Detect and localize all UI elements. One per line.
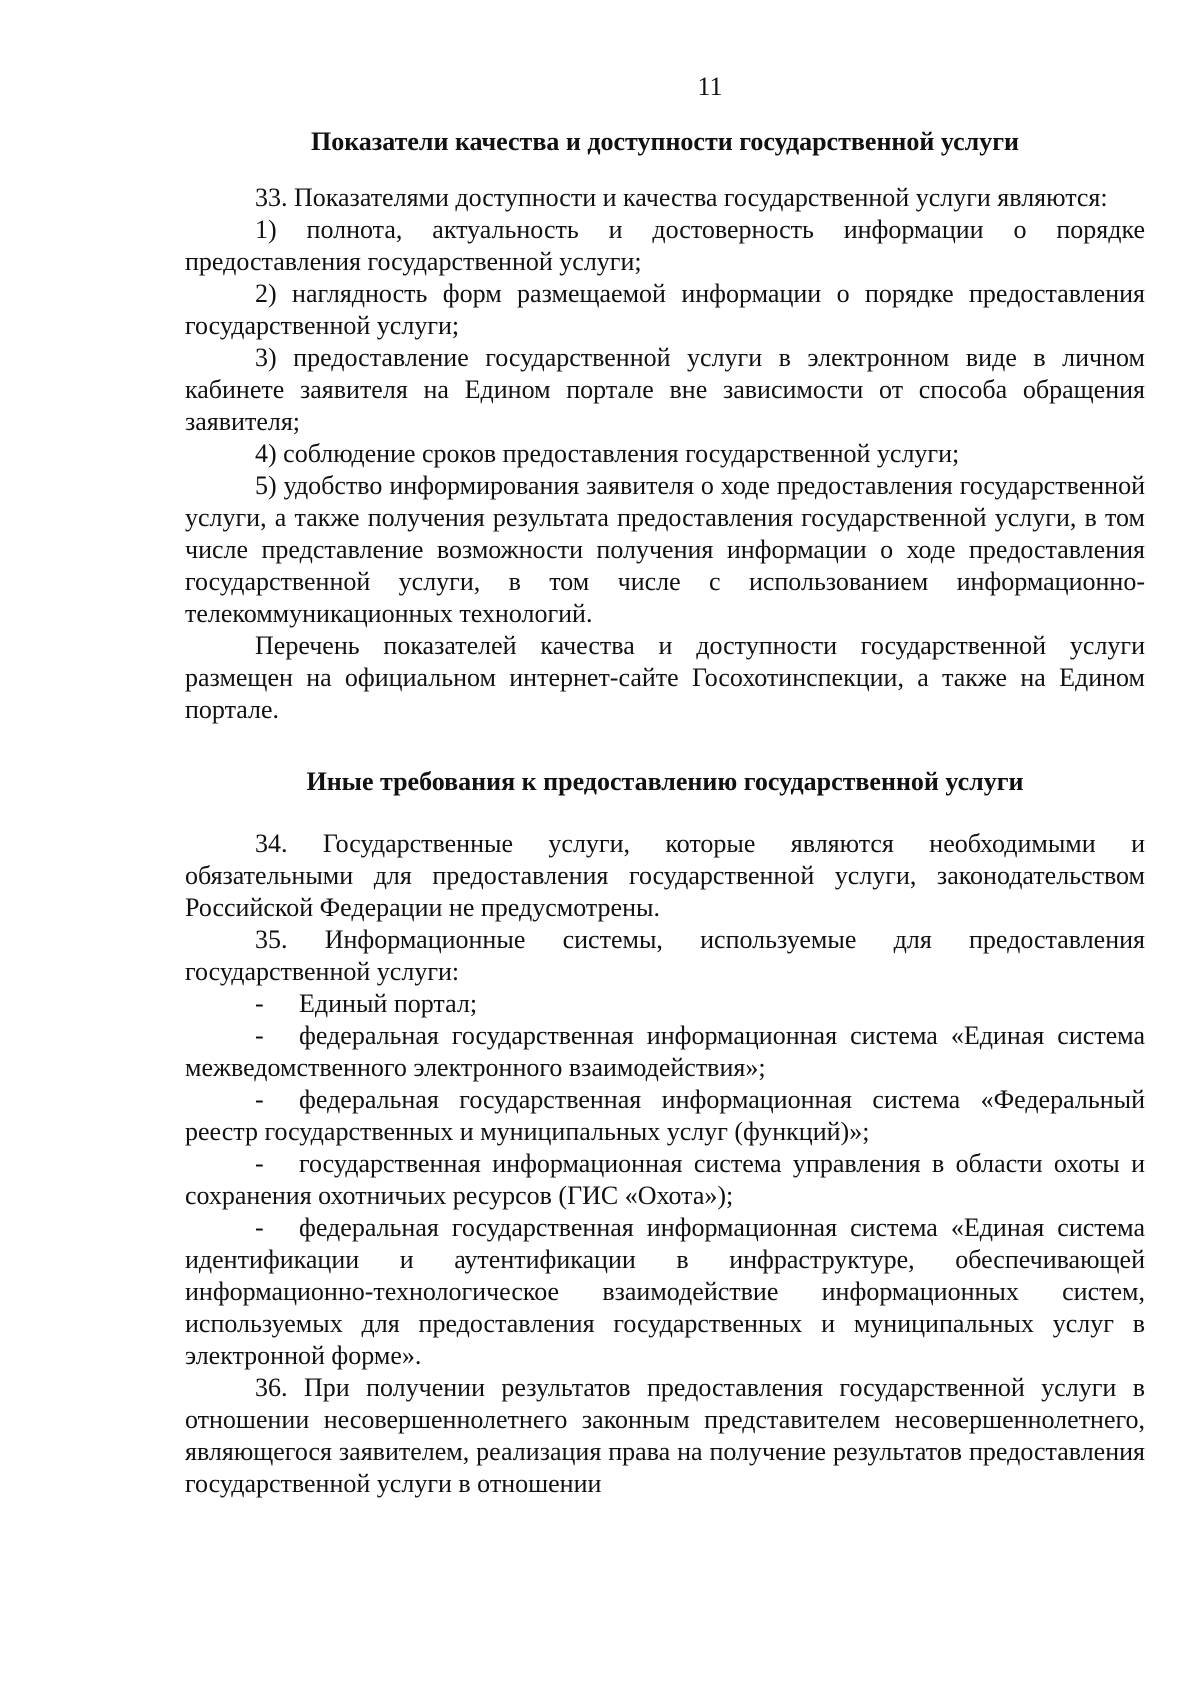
list-item-5: 5) удобство информирования заявителя о ходе предоставления государственной услуги, а также получения результата предоставления государственной услуги, в том числе представление возможности получения информации о ходе предоставления государственной услуги, в том числе с использованием информационно-телекоммуникационных технологий. [185,471,1145,628]
paragraph-35: 35. Информационные системы, используемые для предоставления государственной услуги: [185,925,1145,986]
bullet-text: Единый портал; [299,989,478,1018]
paragraph-33: 33. Показателями доступности и качества государственной услуги являются: [255,183,1108,212]
bullet-item-1 [185,988,1145,1020]
page-number: 11 [697,72,723,101]
list-item-2: 2) наглядность форм размещаемой информации о порядке предоставления государственной услуги; [185,279,1145,340]
bullet-text: государственная информационная система управления в области охоты и сохранения охотничьих ресурсов (ГИС «Охота»); [185,1149,1145,1210]
section-heading-other-requirements: Иные требования к предоставлению государственной услуги [306,767,1024,796]
bullet-item-4 [185,1148,1145,1212]
paragraph-quality-list: Перечень показателей качества и доступности государственной услуги размещен на официальном интернет-сайте Госохотинспекции, а также на Едином портале. [185,631,1145,724]
bullet-dash: - [255,1021,264,1050]
section-heading-quality: Показатели качества и доступности государственной услуги [310,127,1020,156]
bullet-text: федеральная государственная информационная система «Единая система межведомственного электронного взаимодействия»; [185,1021,1145,1082]
bullet-text: федеральная государственная информационная система «Единая система идентификации и аутентификации в инфраструктуре, обеспечивающей информационно-технологическое взаимодействие информационных систем, используемых для предоставления государственных и муниципальных услуг в электронной форме». [185,1213,1145,1370]
bullet-dash: - [255,1213,264,1242]
bullet-dash: - [255,1085,264,1114]
list-item-3: 3) предоставление государственной услуги в электронном виде в личном кабинете заявителя на Едином портале вне зависимости от способа обращения заявителя; [185,343,1145,436]
bullet-item-3 [185,1084,1145,1148]
list-item-1: 1) полнота, актуальность и достоверность информации о порядке предоставления государственной услуги; [185,215,1145,276]
list-item-4: 4) соблюдение сроков предоставления государственной услуги; [255,439,960,468]
bullet-dash: - [255,1149,264,1178]
bullet-dash: - [255,989,264,1018]
paragraph-36: 36. При получении результатов предоставления государственной услуги в отношении несовершеннолетнего законным представителем несовершеннолетнего, являющегося заявителем, реализация права на получение результатов предоставления государственной услуги в отношении [185,1373,1145,1498]
bullet-text: федеральная государственная информационная система «Федеральный реестр государственных и муниципальных услуг (функций)»; [185,1085,1145,1146]
bullet-item-5 [185,1212,1145,1372]
paragraph-34: 34. Государственные услуги, которые являются необходимыми и обязательными для предоставления государственной услуги, законодательством Российской Федерации не предусмотрены. [185,829,1145,922]
bullet-item-2 [185,1020,1145,1084]
